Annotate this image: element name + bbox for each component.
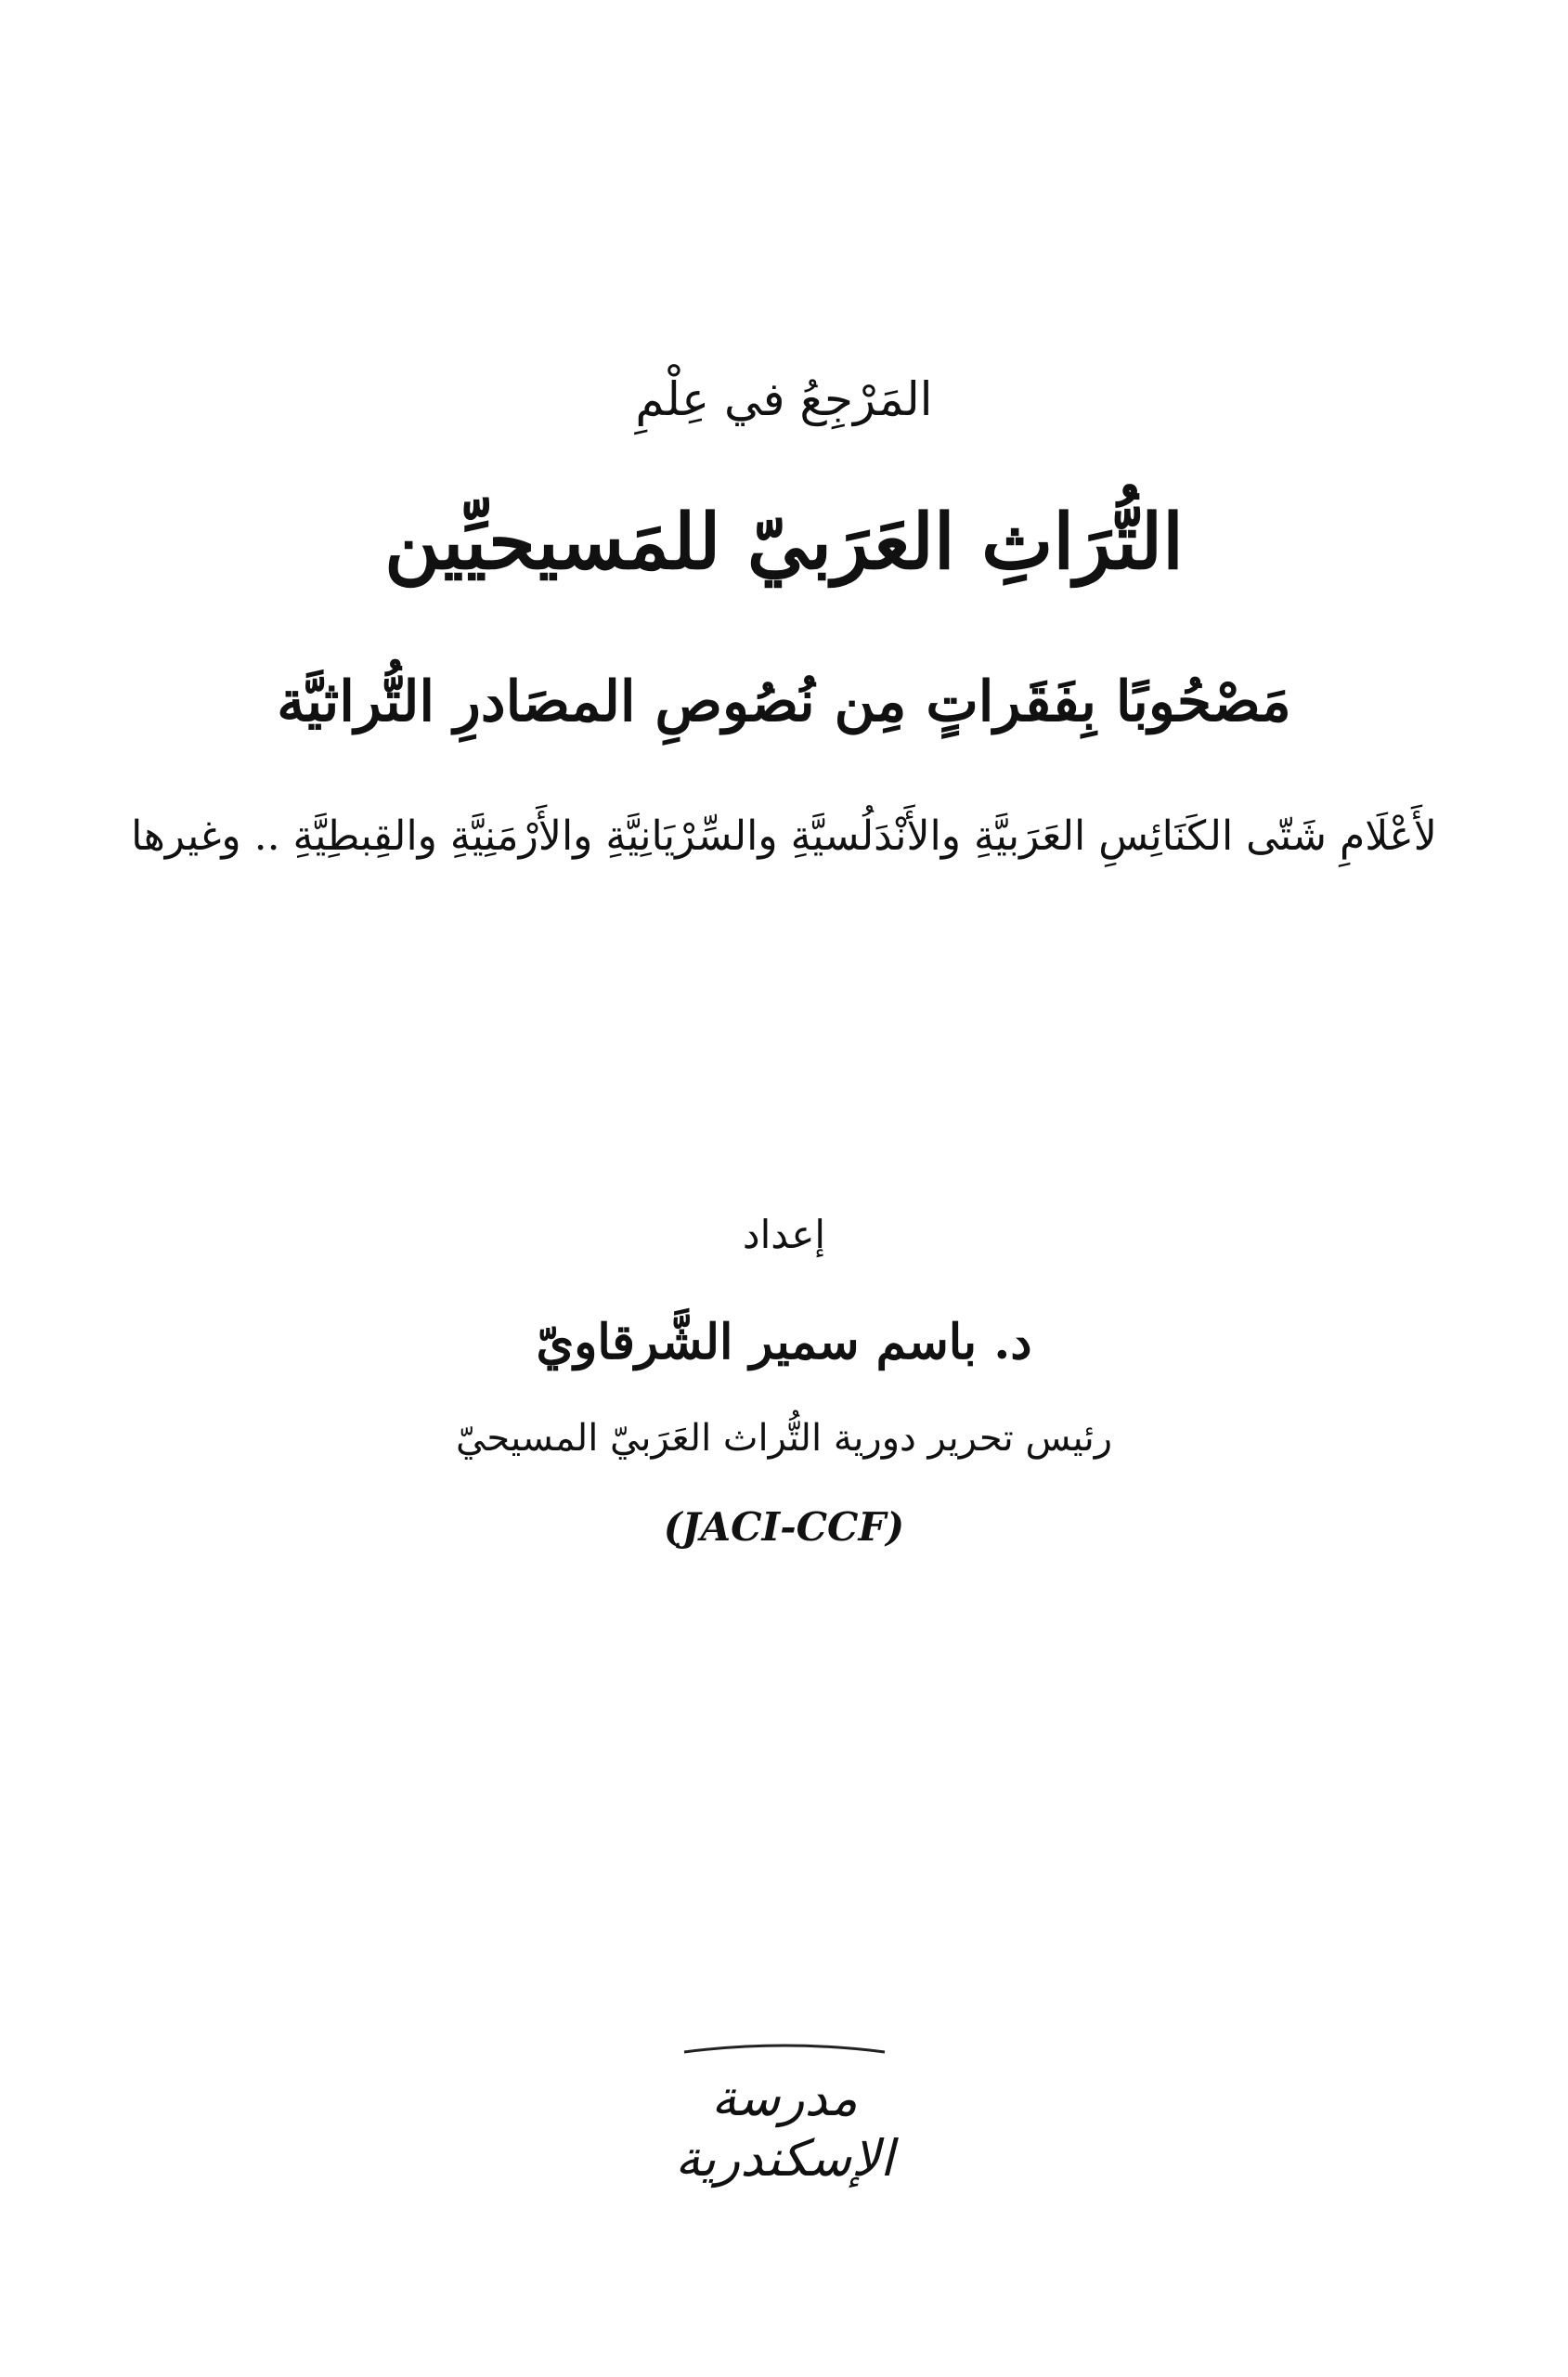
- publisher-logo: [594, 2043, 975, 2188]
- description: لأَعْلَامِ شَتّى الكَنَائِسِ العَرَبيَّةِ والأَنْدَلُسيَّةِ والسِّرْيَانِيَّةِ والأَرْمَنِيَّةِ والقِبطِيَّةِ .. وغيرها: [131, 812, 1437, 860]
- logo-ornament-rule: [682, 2043, 887, 2056]
- author-name: د. باسم سمير الشَّرقاويّ: [536, 1314, 1032, 1370]
- main-title: التُّرَاثِ العَرَبيّ للمَسيحيِّين: [384, 498, 1184, 587]
- subtitle: مَصْحُوبًا بِفَقَراتٍ مِن نُصُوصِ المصَادرِ التُّراثيَّة: [277, 669, 1291, 734]
- author-role: رئيس تحرير دورية التُّراث العَرَبيّ المسيحيّ: [455, 1417, 1113, 1460]
- publisher-name: مدرسة الإسكندرية: [675, 2069, 894, 2188]
- journal-code: (JACI-CCF): [663, 1504, 905, 1550]
- pre-title: المَرْجِعُ في عِلْمِ: [635, 372, 933, 426]
- prepared-by-label: إعداد: [742, 1212, 826, 1257]
